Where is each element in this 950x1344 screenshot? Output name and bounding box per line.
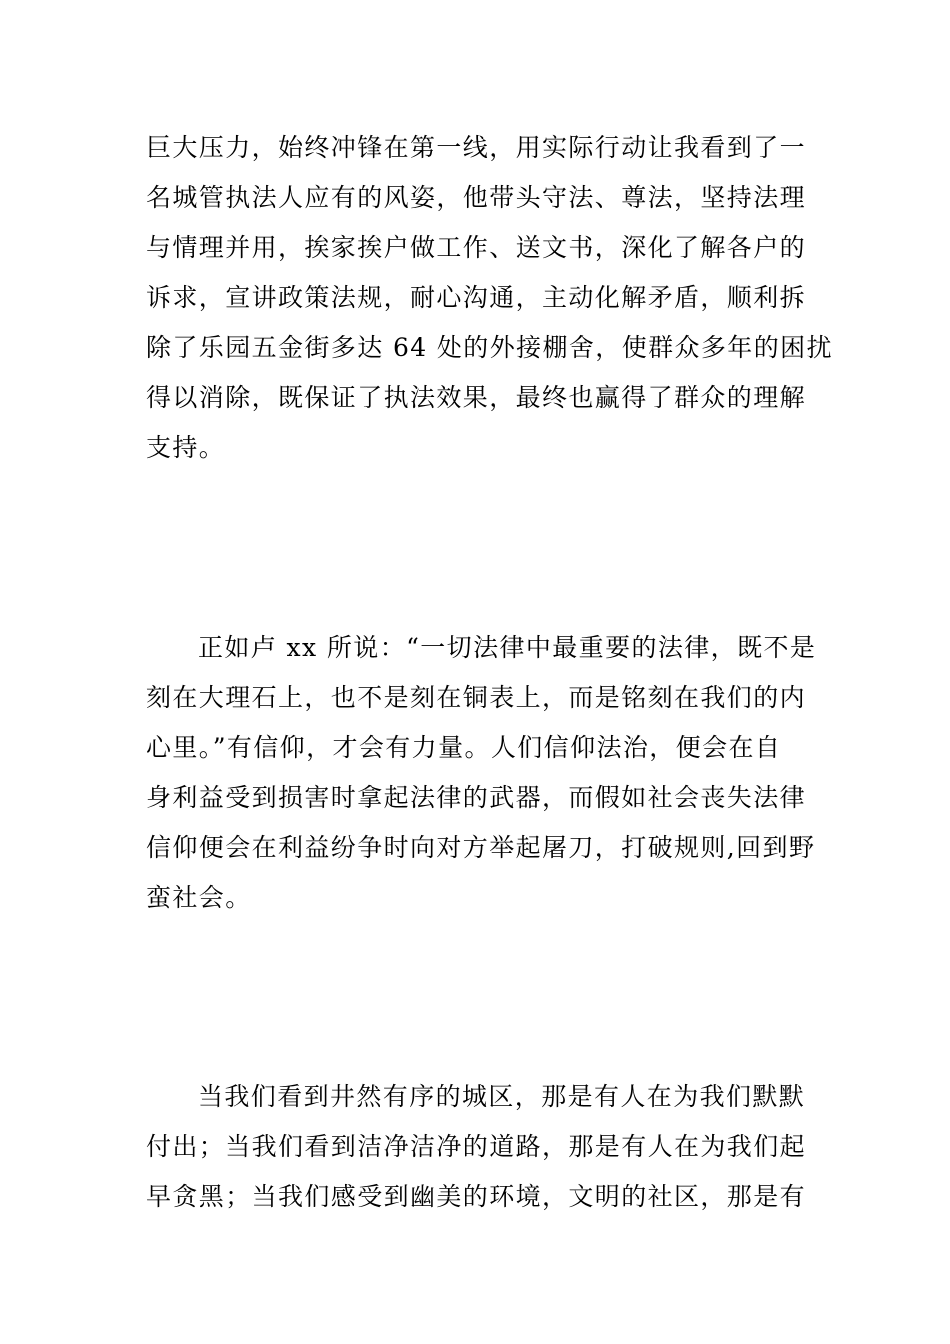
paragraph-line: 正如卢 xx 所说：“一切法律中最重要的法律，既不是 xyxy=(198,633,817,662)
paragraph-line: 信仰便会在利益纷争时向对方举起屠刀，打破规则,回到野 xyxy=(146,833,816,862)
paragraph-line: 当我们看到井然有序的城区，那是有人在为我们默默 xyxy=(198,1082,806,1111)
paragraph-2 xyxy=(146,623,816,923)
paragraph-1 xyxy=(146,123,833,473)
paragraph-3 xyxy=(146,1072,816,1222)
paragraph-line: 除了乐园五金街多达 64 处的外接棚舍，使群众多年的困扰 xyxy=(146,333,833,362)
paragraph-line: 巨大压力，始终冲锋在第一线，用实际行动让我看到了一 xyxy=(146,133,807,162)
paragraph-line: 支持。 xyxy=(146,433,226,462)
paragraph-line: 刻在大理石上，也不是刻在铜表上，而是铭刻在我们的内 xyxy=(146,683,807,712)
paragraph-line: 付出；当我们看到洁净洁净的道路，那是有人在为我们起 xyxy=(146,1132,807,1161)
paragraph-line: 与情理并用，挨家挨户做工作、送文书，深化了解各户的 xyxy=(146,233,807,262)
paragraph-line: 身利益受到损害时拿起法律的武器，而假如社会丧失法律 xyxy=(146,783,807,812)
paragraph-line: 名城管执法人应有的风姿，他带头守法、尊法，坚持法理 xyxy=(146,183,807,212)
paragraph-line: 蛮社会。 xyxy=(146,883,252,912)
paragraph-line: 早贪黑；当我们感受到幽美的环境，文明的社区，那是有 xyxy=(146,1182,807,1211)
paragraph-line: 心里。”有信仰，才会有力量。人们信仰法治，便会在自 xyxy=(146,733,782,762)
paragraph-line: 得以消除，既保证了执法效果，最终也赢得了群众的理解 xyxy=(146,383,807,412)
paragraph-line: 诉求，宣讲政策法规，耐心沟通，主动化解矛盾，顺利拆 xyxy=(146,283,807,312)
